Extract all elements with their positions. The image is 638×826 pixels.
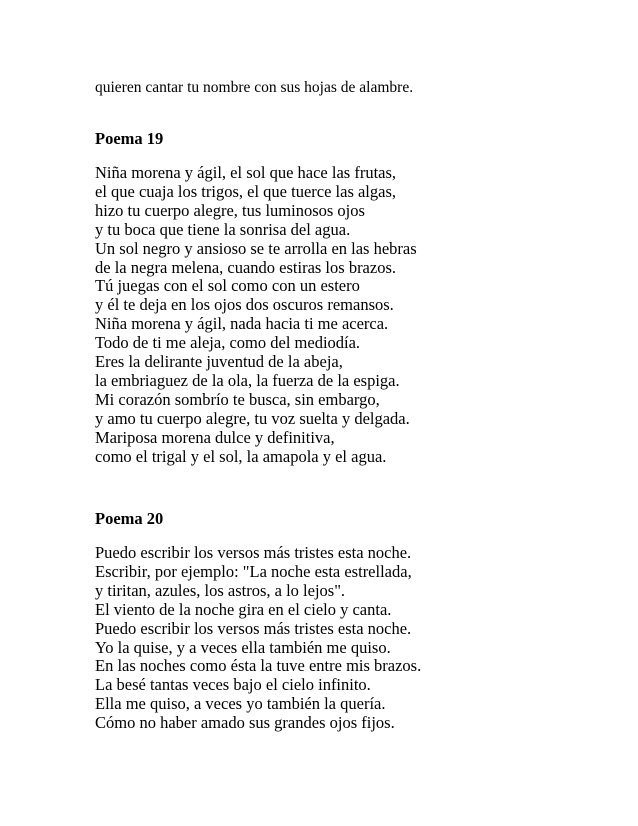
poem-20-line: Cómo no haber amado sus grandes ojos fijos.: [95, 713, 395, 733]
poem-20-line: La besé tantas veces bajo el cielo infinito.: [95, 675, 371, 695]
poem-19-line: de la negra melena, cuando estiras los brazos.: [95, 257, 397, 277]
poem-20-stanza: [95, 544, 421, 733]
poem-19-stanza: [95, 164, 417, 467]
poem-19-line: Mariposa morena dulce y definitiva,: [95, 427, 335, 447]
poem-20-title: Poema 20: [95, 509, 164, 528]
opening-line: quieren cantar tu nombre con sus hojas de alambre.: [95, 79, 414, 96]
poem-19-line: Un sol negro y ansioso se te arrolla en las hebras: [95, 238, 417, 258]
poem-19-line: hizo tu cuerpo alegre, tus luminosos ojos: [95, 200, 365, 220]
poem-19-line: Todo de ti me aleja, como del mediodía.: [95, 333, 361, 353]
poem-20-line: y tiritan, azules, los astros, a lo lejos".: [95, 580, 346, 600]
poem-19-line: Niña morena y ágil, nada hacia ti me acerca.: [95, 314, 389, 334]
poem-19-title: Poema 19: [95, 129, 164, 148]
poem-19-line: Eres la delirante juventud de la abeja,: [95, 352, 343, 372]
poem-19-line: Mi corazón sombrío te busca, sin embargo,: [95, 389, 380, 409]
poem-20-line: El viento de la noche gira en el cielo y canta.: [95, 599, 392, 619]
poem-19-line: la embriaguez de la ola, la fuerza de la espiga.: [95, 370, 400, 390]
poem-20-line: En las noches como ésta la tuve entre mis brazos.: [95, 656, 422, 676]
poem-19-line: y tu boca que tiene la sonrisa del agua.: [95, 219, 351, 239]
poem-20-line: Escribir, por ejemplo: "La noche esta estrellada,: [95, 561, 412, 581]
poem-19-line: Tú juegas con el sol como con un estero: [95, 276, 360, 296]
poem-19-line: el que cuaja los trigos, el que tuerce las algas,: [95, 181, 397, 201]
poem-20-line: Puedo escribir los versos más tristes esta noche.: [95, 618, 412, 638]
poem-19-line: como el trigal y el sol, la amapola y el agua.: [95, 446, 387, 466]
poem-20-line: Puedo escribir los versos más tristes esta noche.: [95, 543, 412, 562]
poem-19-line: y amo tu cuerpo alegre, tu voz suelta y delgada.: [95, 408, 410, 428]
poem-19-line: y él te deja en los ojos dos oscuros remansos.: [95, 295, 394, 315]
poem-20-line: Yo la quise, y a veces ella también me quiso.: [95, 637, 391, 657]
poem-19-line: Niña morena y ágil, el sol que hace las frutas,: [95, 163, 397, 182]
poem-20-line: Ella me quiso, a veces yo también la quería.: [95, 694, 386, 714]
